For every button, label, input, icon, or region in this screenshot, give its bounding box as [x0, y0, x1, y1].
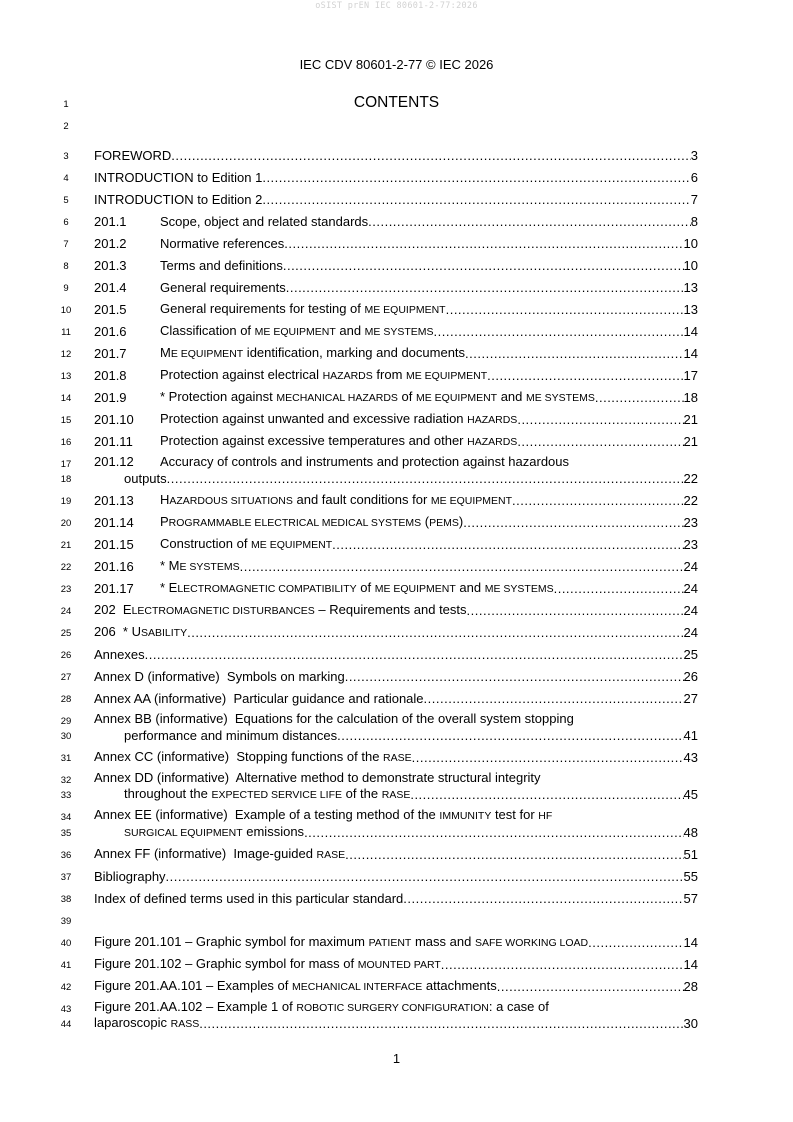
toc-entry-title: outputs — [124, 471, 167, 486]
clause-number: 201.5 — [94, 302, 127, 317]
clause-number: 201.2 — [94, 236, 127, 251]
toc-entry-title: * ME SYSTEMS — [160, 558, 240, 573]
dot-leader — [465, 346, 683, 362]
toc-entry-annex-ff[interactable] — [94, 845, 698, 863]
toc-page-number: 26 — [683, 669, 698, 684]
line-number: 13 — [60, 371, 72, 382]
line-number: 23 — [60, 584, 72, 595]
toc-entry-title: SURGICAL EQUIPMENT emissions — [124, 824, 305, 839]
dot-leader — [588, 935, 683, 951]
toc-entry-title: Annex EE (informative) Example of a testing method of the IMMUNITY test for HF — [94, 807, 553, 822]
dot-leader — [497, 979, 684, 995]
line-number: 6 — [63, 217, 69, 228]
dot-leader — [345, 669, 684, 685]
toc-entry-title: General requirements for testing of ME EQUIPMENT — [160, 301, 446, 316]
line-number: 17 — [60, 459, 72, 470]
dot-leader — [166, 869, 684, 885]
dot-leader — [368, 214, 691, 230]
toc-entry-annex-d[interactable] — [94, 667, 698, 685]
toc-page-number: 13 — [683, 280, 698, 295]
toc-page-number: 48 — [683, 825, 698, 840]
dot-leader — [554, 581, 684, 597]
toc-entry-annex-aa[interactable] — [94, 689, 698, 707]
line-number: 30 — [60, 731, 72, 742]
line-number: 34 — [60, 812, 72, 823]
toc-page-number: 51 — [683, 847, 698, 862]
toc-page-number: 21 — [683, 434, 698, 449]
clause-number: 201.10 — [94, 412, 134, 427]
line-number: 24 — [60, 606, 72, 617]
toc-entry-annexes[interactable] — [94, 645, 698, 663]
line-number: 38 — [60, 894, 72, 905]
toc-page-number: 21 — [683, 412, 698, 427]
line-number: 18 — [60, 474, 72, 485]
toc-entry-title: Terms and definitions — [160, 258, 283, 273]
toc-entry-title: Normative references — [160, 236, 285, 251]
toc-page-number: 7 — [690, 192, 698, 207]
dot-leader — [446, 302, 684, 318]
toc-page-number: 30 — [683, 1016, 698, 1031]
toc-entry-figure-201-101[interactable] — [94, 933, 698, 951]
toc-page-number: 24 — [683, 559, 698, 574]
toc-entry-title: Annex DD (informative) Alternative method to demonstrate structural integrity — [94, 770, 541, 785]
line-number: 8 — [63, 261, 69, 272]
toc-entry-201-15[interactable] — [94, 535, 698, 553]
toc-entry-title: * Protection against MECHANICAL HAZARDS of ME EQUIPMENT and ME SYSTEMS — [160, 389, 595, 404]
toc-entry-title: Protection against electrical HAZARDS from ME EQUIPMENT — [160, 367, 488, 382]
line-number: 42 — [60, 982, 72, 993]
toc-page-number: 24 — [683, 625, 698, 640]
toc-page-number: 45 — [683, 787, 698, 802]
dot-leader — [463, 515, 683, 531]
line-number: 33 — [60, 790, 72, 801]
toc-page-number: 57 — [683, 891, 698, 906]
toc-page-number: 41 — [683, 728, 698, 743]
toc-entry-202[interactable] — [94, 601, 698, 619]
toc-entry-201-9[interactable] — [94, 388, 698, 406]
clause-number: 201.3 — [94, 258, 127, 273]
dot-leader — [199, 1016, 683, 1032]
dot-leader — [171, 148, 690, 164]
toc-entry-201-6[interactable] — [94, 322, 698, 340]
dot-leader — [441, 957, 684, 973]
clause-number: 201.11 — [94, 434, 133, 449]
dot-leader — [240, 559, 684, 575]
clause-number: 201.15 — [94, 537, 134, 552]
toc-entry-title: Figure 201.AA.101 – Examples of MECHANICAL INTERFACE attachments — [94, 978, 497, 993]
toc-entry-title: Figure 201.101 – Graphic symbol for maximum PATIENT mass and SAFE WORKING LOAD — [94, 934, 589, 949]
dot-leader — [345, 847, 683, 863]
dot-leader — [332, 537, 683, 553]
dot-leader — [467, 603, 684, 619]
dot-leader — [262, 192, 690, 208]
line-number: 15 — [60, 415, 72, 426]
toc-page-number: 3 — [690, 148, 698, 163]
line-number: 36 — [60, 850, 72, 861]
clause-number: 201.1 — [94, 214, 127, 229]
line-number: 40 — [60, 938, 72, 949]
line-number: 27 — [60, 672, 72, 683]
toc-entry-201-12-continued[interactable] — [124, 469, 698, 487]
toc-entry-title: 202 ELECTROMAGNETIC DISTURBANCES – Requirements and tests — [94, 602, 467, 617]
dot-leader — [424, 691, 684, 707]
toc-entry-201-11[interactable] — [94, 432, 698, 450]
line-number: 5 — [63, 195, 69, 206]
line-number: 7 — [63, 239, 69, 250]
toc-entry-title: Index of defined terms used in this particular standard — [94, 891, 404, 906]
dot-leader — [187, 625, 683, 641]
line-number: 20 — [60, 518, 72, 529]
toc-page-number: 43 — [683, 750, 698, 765]
toc-entry-title: Annexes — [94, 647, 145, 662]
toc-entry-introduction-1[interactable] — [94, 168, 698, 186]
line-number: 25 — [60, 628, 72, 639]
clause-number: 201.14 — [94, 515, 134, 530]
toc-entry-title: Annex D (informative) Symbols on marking — [94, 669, 345, 684]
line-number: 19 — [60, 496, 72, 507]
dot-leader — [434, 324, 684, 340]
line-number: 14 — [60, 393, 72, 404]
dot-leader — [286, 280, 684, 296]
toc-entry-206[interactable] — [94, 623, 698, 641]
toc-entry-title: HAZARDOUS SITUATIONS and fault conditions for ME EQUIPMENT — [160, 492, 512, 507]
toc-entry-foreword[interactable] — [94, 146, 698, 164]
dot-leader — [403, 891, 683, 907]
toc-entry-title: FOREWORD — [94, 148, 172, 163]
line-number: 32 — [60, 775, 72, 786]
line-number: 39 — [60, 916, 72, 927]
dot-leader — [284, 236, 683, 252]
dot-leader — [517, 412, 683, 428]
toc-page-number: 6 — [690, 170, 698, 185]
toc-entry-annex-ee-continued[interactable] — [124, 823, 698, 841]
dot-leader — [410, 787, 683, 803]
dot-leader — [412, 750, 684, 766]
toc-entry-201-10[interactable] — [94, 410, 698, 428]
dot-leader — [595, 390, 684, 406]
toc-page-number: 13 — [683, 302, 698, 317]
toc-entry-title: PROGRAMMABLE ELECTRICAL MEDICAL SYSTEMS (PEMS) — [160, 514, 464, 529]
toc-page-number: 27 — [683, 691, 698, 706]
toc-entry-index[interactable] — [94, 889, 698, 907]
toc-page-number: 14 — [683, 346, 698, 361]
line-number: 22 — [60, 562, 72, 573]
toc-page-number: 22 — [683, 471, 698, 486]
toc-entry-figure-201-aa-102-continued[interactable] — [94, 1014, 698, 1032]
dot-leader — [487, 368, 683, 384]
clause-number: 201.6 — [94, 324, 127, 339]
toc-entry-title: Protection against excessive temperatures and other HAZARDS — [160, 433, 518, 448]
toc-entry-title: Figure 201.AA.102 – Example 1 of ROBOTIC SURGERY CONFIGURATION: a case of — [94, 999, 549, 1014]
toc-entry-201-14[interactable] — [94, 513, 698, 531]
toc-page-number: 55 — [683, 869, 698, 884]
toc-page-number: 10 — [683, 236, 698, 251]
document-header: IEC CDV 80601-2-77 © IEC 2026 — [299, 57, 494, 72]
toc-page-number: 24 — [683, 603, 698, 618]
dot-leader — [145, 647, 684, 663]
line-number: 16 — [60, 437, 72, 448]
toc-entry-201-16[interactable] — [94, 557, 698, 575]
toc-entry-title: Annex BB (informative) Equations for the calculation of the overall system stopping — [94, 711, 574, 726]
page-title: CONTENTS — [353, 94, 440, 111]
line-number: 44 — [60, 1019, 72, 1030]
dot-leader — [167, 471, 684, 487]
toc-entry-title: Bibliography — [94, 869, 166, 884]
toc-entry-figure-201-102[interactable] — [94, 955, 698, 973]
toc-entry-title: Accuracy of controls and instruments and protection against hazardous — [160, 454, 570, 469]
line-number: 2 — [63, 121, 69, 132]
line-number: 4 — [63, 173, 69, 184]
toc-entry-201-13[interactable] — [94, 491, 698, 509]
toc-entry-201-17[interactable] — [94, 579, 698, 597]
toc-entry-figure-201-aa-101[interactable] — [94, 977, 698, 995]
toc-entry-201-5[interactable] — [94, 300, 698, 318]
line-number: 21 — [60, 540, 72, 551]
toc-page-number: 14 — [683, 957, 698, 972]
toc-entry-title: Figure 201.102 – Graphic symbol for mass of MOUNTED PART — [94, 956, 441, 971]
dot-leader — [283, 258, 684, 274]
toc-entry-title: performance and minimum distances — [124, 728, 338, 743]
clause-number: 201.7 — [94, 346, 127, 361]
toc-page-number: 23 — [683, 515, 698, 530]
toc-entry-title: laparoscopic RASS — [94, 1015, 200, 1030]
page-number: 1 — [392, 1051, 401, 1066]
clause-number: 201.8 — [94, 368, 127, 383]
toc-entry-201-4[interactable] — [94, 278, 698, 296]
line-number: 12 — [60, 349, 72, 360]
line-number: 9 — [63, 283, 69, 294]
toc-entry-201-1[interactable] — [94, 212, 698, 230]
line-number: 3 — [63, 151, 69, 162]
dot-leader — [304, 825, 683, 841]
toc-entry-introduction-2[interactable] — [94, 190, 698, 208]
toc-page-number: 17 — [683, 368, 698, 383]
toc-page-number: 8 — [690, 214, 698, 229]
dot-leader — [337, 728, 683, 744]
toc-page-number: 24 — [683, 581, 698, 596]
toc-entry-title: Construction of ME EQUIPMENT — [160, 536, 333, 551]
line-number: 31 — [60, 753, 72, 764]
line-number: 1 — [63, 99, 69, 110]
toc-entry-annex-cc[interactable] — [94, 748, 698, 766]
line-number: 11 — [61, 327, 71, 338]
toc-page-number: 14 — [683, 935, 698, 950]
toc-page-number: 22 — [683, 493, 698, 508]
toc-entry-201-2[interactable] — [94, 234, 698, 252]
line-number: 10 — [60, 305, 72, 316]
toc-entry-title: Scope, object and related standards — [160, 214, 369, 229]
line-number: 26 — [60, 650, 72, 661]
toc-entry-title: INTRODUCTION to Edition 1 — [94, 170, 263, 185]
toc-entry-title: Annex AA (informative) Particular guidance and rationale — [94, 691, 424, 706]
clause-number: 201.4 — [94, 280, 127, 295]
clause-number: 201.13 — [94, 493, 134, 508]
clause-number: 201.16 — [94, 559, 134, 574]
toc-entry-annex-bb-continued[interactable] — [124, 726, 698, 744]
toc-entry-title: Classification of ME EQUIPMENT and ME SYSTEMS — [160, 323, 434, 338]
toc-page-number: 18 — [683, 390, 698, 405]
toc-page-number: 10 — [683, 258, 698, 273]
line-number: 35 — [60, 828, 72, 839]
toc-entry-title: General requirements — [160, 280, 286, 295]
dot-leader — [512, 493, 684, 509]
dot-leader — [517, 434, 683, 450]
line-number: 41 — [60, 960, 72, 971]
toc-entry-201-3[interactable] — [94, 256, 698, 274]
toc-entry-bibliography[interactable] — [94, 867, 698, 885]
toc-entry-201-7[interactable] — [94, 344, 698, 362]
toc-page-number: 28 — [683, 979, 698, 994]
line-number: 28 — [60, 694, 72, 705]
line-number: 29 — [60, 716, 72, 727]
toc-entry-title: ME EQUIPMENT identification, marking and documents — [160, 345, 466, 360]
clause-number: 201.12 — [94, 454, 134, 469]
clause-number: 201.9 — [94, 390, 127, 405]
toc-entry-annex-dd-continued[interactable] — [124, 785, 698, 803]
toc-entry-title: Annex FF (informative) Image-guided RASE — [94, 846, 346, 861]
toc-entry-201-8[interactable] — [94, 366, 698, 384]
line-number: 43 — [60, 1004, 72, 1015]
toc-entry-title: * ELECTROMAGNETIC COMPATIBILITY of ME EQUIPMENT and ME SYSTEMS — [160, 580, 554, 595]
toc-page-number: 14 — [683, 324, 698, 339]
toc-page-number: 23 — [683, 537, 698, 552]
toc-entry-title: INTRODUCTION to Edition 2 — [94, 192, 263, 207]
toc-entry-title: Annex CC (informative) Stopping functions of the RASE — [94, 749, 412, 764]
line-number: 37 — [60, 872, 72, 883]
toc-entry-title: throughout the EXPECTED SERVICE LIFE of the RASE — [124, 786, 411, 801]
dot-leader — [262, 170, 690, 186]
toc-entry-title: Protection against unwanted and excessive radiation HAZARDS — [160, 411, 518, 426]
toc-page-number: 25 — [683, 647, 698, 662]
toc-entry-title: 206 * USABILITY — [94, 624, 188, 639]
clause-number: 201.17 — [94, 581, 134, 596]
watermark: oSIST prEN IEC 80601-2-77:2026 — [315, 1, 478, 11]
